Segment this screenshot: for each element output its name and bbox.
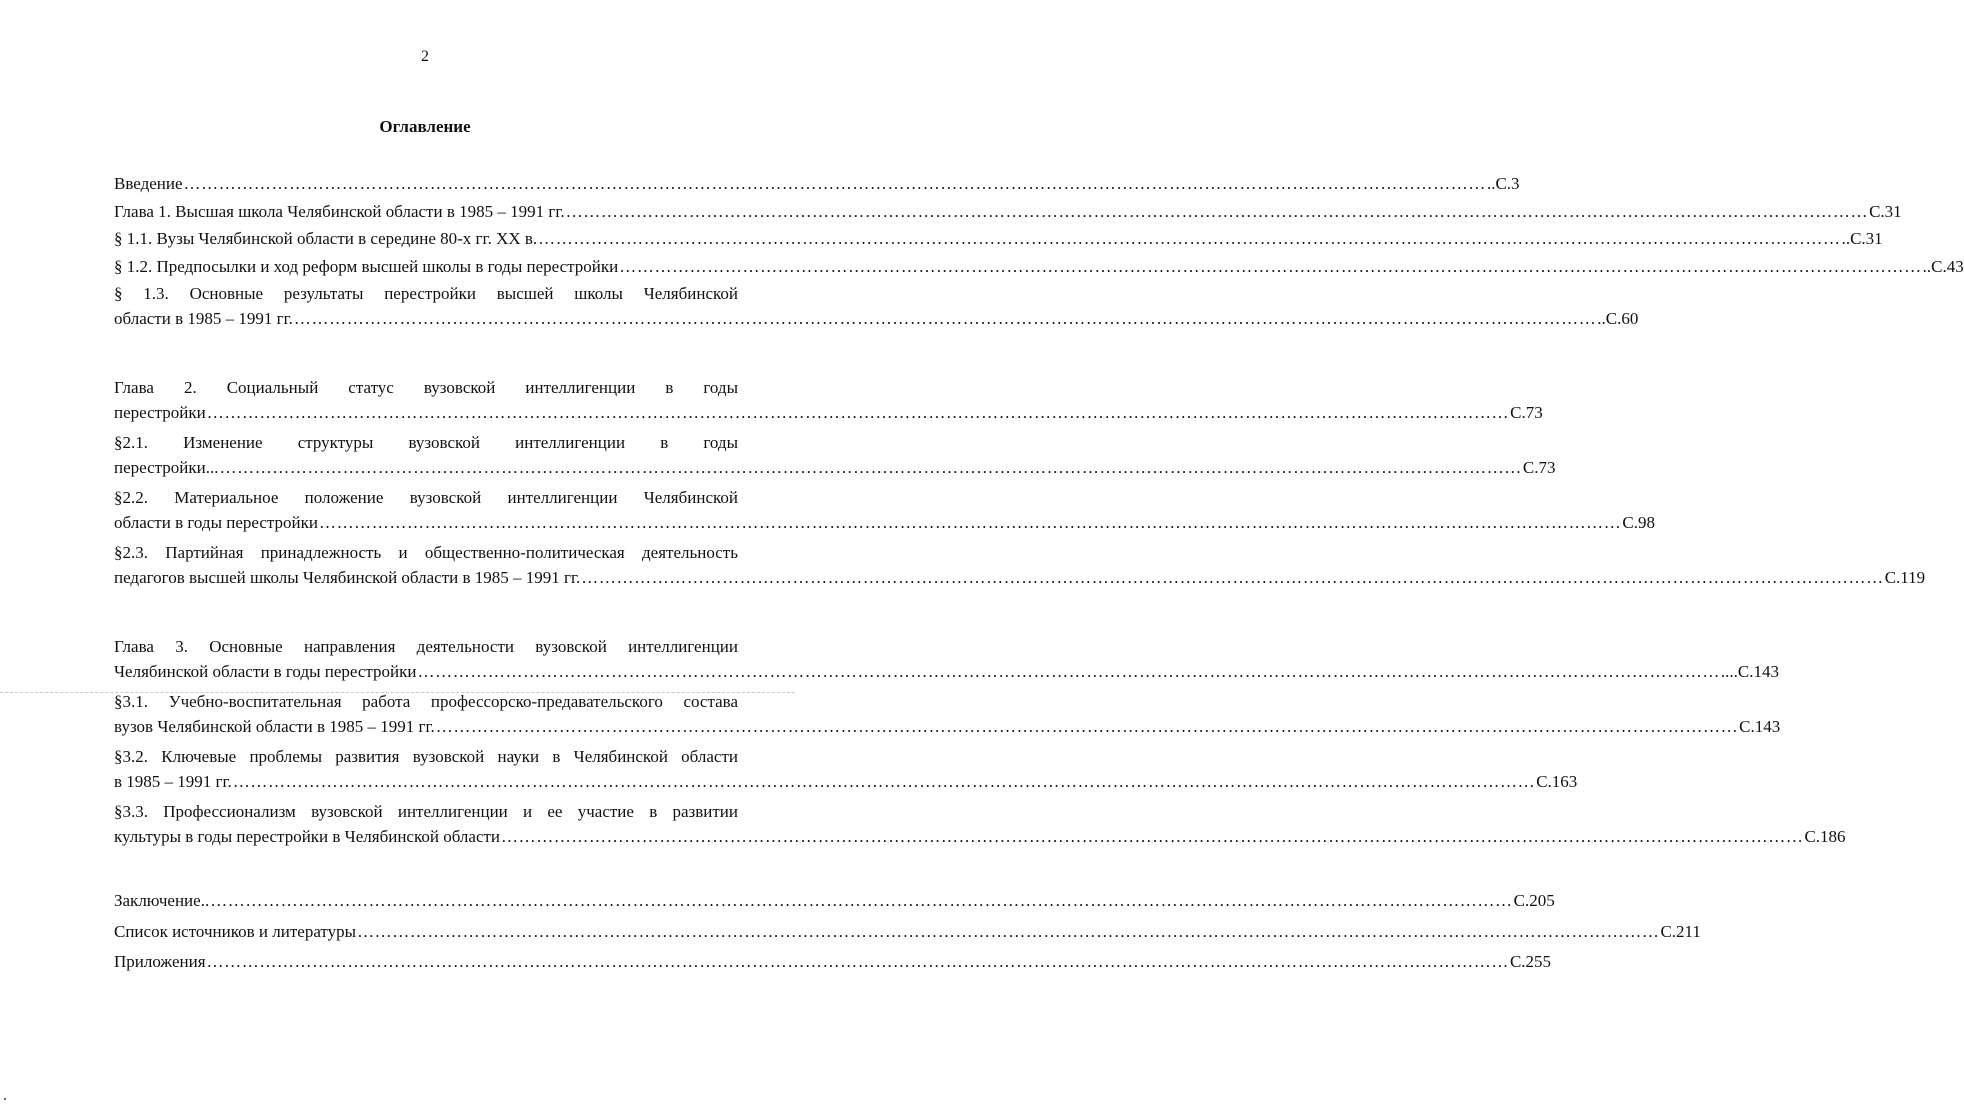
entry-title: Список источников и литературы: [114, 921, 357, 941]
entry-title-line-1: §2.1. Изменение структуры вузовской интеллигенции в годы: [114, 433, 738, 452]
dot-leader: [537, 227, 1841, 252]
entry-page: ..С.43: [1922, 256, 1964, 276]
dot-leader: [580, 566, 1884, 591]
entry-title: Глава 1. Высшая школа Челябинской области в 1985 – 1991 гг.: [114, 201, 565, 221]
entry-title: Приложения: [114, 952, 206, 971]
dot-leader: [435, 715, 1739, 740]
entry-title-line-1: § 1.3. Основные результаты перестройки высшей школы Челябинской: [114, 284, 738, 303]
entry-title: § 1.1. Вузы Челябинской области в середине 80-х гг. XX в.: [114, 229, 538, 248]
entry-title-line-2: области в годы перестройки: [114, 512, 318, 532]
entry-title-line-1: Глава 3. Основные направления деятельности вузовской интеллигенции: [114, 637, 738, 656]
entry-page: ..С.60: [1597, 308, 1639, 328]
entry-page: С.98: [1622, 512, 1655, 532]
entry-title: Заключение..: [114, 891, 210, 910]
entry-title-line-1: §3.3. Профессионализм вузовской интеллигенции и ее участие в развитии: [114, 802, 738, 821]
entry-page: ..С.31: [1841, 229, 1883, 248]
toc-entry-section-2-3: [114, 541, 1926, 590]
page-number: 2: [421, 48, 429, 65]
dot-leader: [565, 200, 1869, 225]
entry-title-line-2: перестройки: [114, 402, 206, 422]
toc-entry-section-3-1: [114, 690, 1781, 739]
entry-title-line-2: Челябинской области в годы перестройки: [114, 661, 417, 681]
entry-page: С.31: [1869, 201, 1902, 221]
entry-title-line-1: Глава 2. Социальный статус вузовской интеллигенции в годы: [114, 378, 738, 397]
entry-page: С.143: [1739, 716, 1781, 736]
toc-entry-section-2-1: [114, 431, 1556, 480]
entry-title-line-2: культуры в годы перестройки в Челябинской области: [114, 826, 501, 846]
entry-page: С.73: [1510, 402, 1543, 422]
entry-page: С.211: [1660, 921, 1701, 941]
dot-leader: [232, 770, 1536, 795]
entry-title-line-1: §2.2. Материальное положение вузовской интеллигенции Челябинской: [114, 488, 738, 507]
dot-leader: [206, 950, 1510, 975]
toc-entry-section-3-3: [114, 800, 1846, 849]
entry-page: С.119: [1884, 567, 1926, 587]
toc-title: Оглавление: [379, 117, 471, 136]
dot-leader: [500, 825, 1804, 850]
scan-artifact-line: [0, 692, 795, 693]
entry-title-line-1: §3.1. Учебно-воспитательная работа профессорско-предавательского состава: [114, 692, 738, 711]
dot-leader: [356, 920, 1660, 945]
toc-entry-appendix: [114, 950, 1552, 975]
entry-title-line-2: области в 1985 – 1991 гг.: [114, 308, 293, 328]
dot-leader: [183, 172, 1487, 197]
entry-page: С.73: [1522, 457, 1556, 477]
entry-title: § 1.2. Предпосылки и ход реформ высшей школы в годы перестройки: [114, 256, 619, 276]
toc-entry-conclusion: [114, 889, 1555, 914]
entry-title-line-2: перестройки...: [114, 457, 219, 477]
scan-artifact-dot: [4, 1098, 6, 1100]
toc-entry-chapter-3: [114, 635, 1780, 684]
toc-entry-chapter-1: [114, 200, 1902, 225]
table-of-contents: [114, 172, 1964, 975]
toc-entry-intro: [114, 172, 1520, 197]
toc-entry-section-1-1: [114, 227, 1883, 252]
dot-leader: [219, 456, 1523, 481]
entry-page: ..С.3: [1486, 174, 1520, 193]
entry-page: ....С.143: [1720, 661, 1780, 681]
toc-entry-section-2-2: [114, 486, 1655, 535]
entry-page: С.163: [1536, 771, 1578, 791]
entry-title-line-1: §2.3. Партийная принадлежность и общественно-политическая деятельность: [114, 543, 738, 562]
toc-entry-section-3-2: [114, 745, 1578, 794]
toc-entry-sources: [114, 920, 1701, 945]
entry-title-line-2: в 1985 – 1991 гг.: [114, 771, 232, 791]
toc-entry-chapter-2: [114, 376, 1543, 425]
entry-title-line-1: §3.2. Ключевые проблемы развития вузовской науки в Челябинской области: [114, 747, 738, 766]
dot-leader: [206, 401, 1510, 426]
entry-title-line-2: вузов Челябинской области в 1985 – 1991 гг.: [114, 716, 435, 736]
toc-entry-section-1-3: [114, 282, 1639, 331]
dot-leader: [417, 660, 1721, 685]
entry-page: С.205: [1513, 891, 1555, 910]
dot-leader: [318, 511, 1622, 536]
dot-leader: [209, 889, 1513, 914]
entry-title: Введение: [114, 174, 183, 193]
entry-title-line-2: педагогов высшей школы Челябинской области в 1985 – 1991 гг.: [114, 567, 581, 587]
dot-leader: [293, 307, 1597, 332]
entry-page: С.255: [1509, 952, 1552, 971]
toc-entry-section-1-2: [114, 255, 1964, 280]
dot-leader: [618, 255, 1922, 280]
entry-page: С.186: [1804, 826, 1846, 846]
